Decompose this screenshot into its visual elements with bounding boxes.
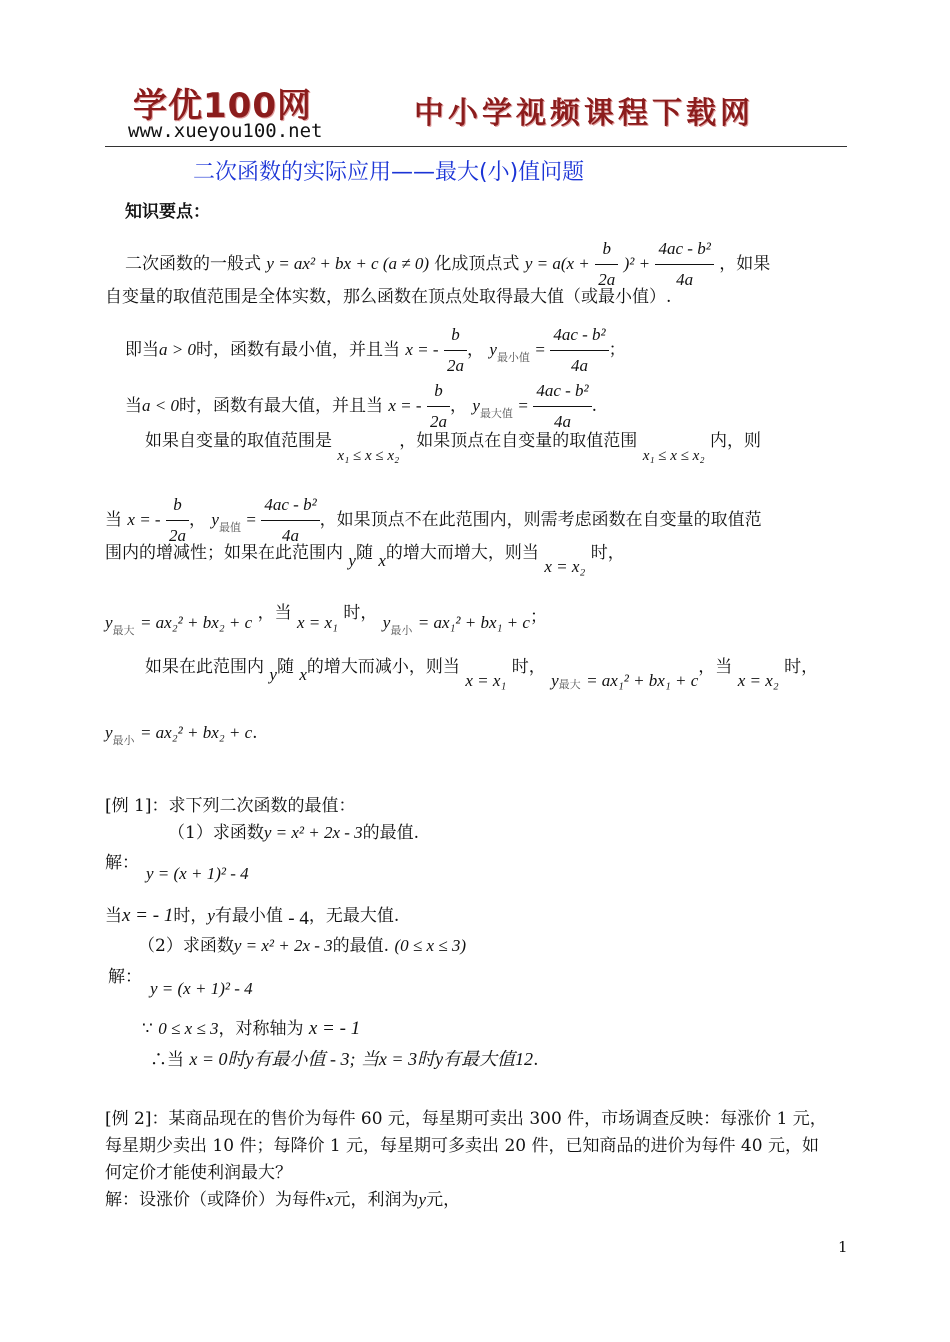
denominator: 2a [446,356,464,375]
math: = [518,396,528,415]
text: . [591,396,598,416]
math: y [207,906,215,925]
math: = [246,510,256,529]
text: ，无最大值. [308,906,400,926]
paragraph-increasing [105,540,625,580]
denominator: 2a [169,526,186,545]
denominator: 2a [429,412,447,431]
paragraph-min-case [125,322,626,379]
numerator: b [444,322,467,351]
math-max-value: = ax₁² + bx₁ + c [586,671,699,690]
text: 围内的增减性；如果在此范围内 [105,543,343,563]
subscript: 最大 [112,624,135,637]
text: 如果在此范围内 [145,657,264,677]
math: x = - [127,510,161,529]
example-1-heading: [例 1]：求下列二次函数的最值： [105,796,356,816]
paragraph-decreasing [145,654,818,698]
solution-2-vertex-form: y = (x + 1)² - 4 [150,979,253,998]
numerator: 4ac - b² [550,322,608,351]
math: x = - [388,396,422,415]
text: ； [608,340,626,360]
subscript: 最小 [390,624,413,637]
site-url[interactable]: www.xueyou100.net [128,120,323,142]
text: 元， [426,1190,461,1210]
section-label: 知识要点： [125,202,210,222]
text: 时， [173,906,208,926]
solution-label: 解： [108,967,142,987]
math: a > 0 [159,340,196,359]
text: 当 [105,906,122,926]
example-2-line-2: 每星期少卖出 10 件；每降价 1 元，每星期可多卖出 20 件，已知商品的进价为每件 40 元，如 [105,1136,819,1156]
math: y [472,396,480,415]
math-general-form: y = ax² + bx + c (a ≠ 0) [266,254,430,273]
text: ， [466,340,484,360]
math: y [551,671,559,690]
numerator: b [166,492,189,521]
math-range: x₁ ≤ x ≤ x₂ [642,448,705,464]
math: a < 0 [142,396,179,415]
text: . [252,723,258,743]
math: y = a(x + [524,254,590,273]
math: x [326,1190,334,1209]
text: 解：设涨价（或降价）为每件 [105,1190,326,1210]
math-min-value: = ax₁² + bx₁ + c [417,613,530,632]
math: y [105,613,113,632]
paragraph-increasing-values [105,600,547,644]
subscript: 最小值 [496,351,530,364]
text: ； [529,607,547,627]
denominator: 4a [282,526,300,545]
solution-2-result [150,1046,538,1073]
text: 随 [355,543,373,563]
text: 当 [105,510,122,530]
math-range: 0 ≤ x ≤ 3 [158,1019,219,1038]
text: 时， [590,543,625,563]
math: x = - [405,340,439,359]
numerator: 4ac - b² [533,378,591,407]
math: )² + [623,254,651,273]
denominator: 4a [554,412,571,431]
example-2-line-3: 何定价才能使利润最大？ [105,1163,292,1183]
text: 的增大而增大，则当 [385,543,539,563]
subscript: 最大 [558,678,581,691]
paragraph-restricted-range [145,428,761,469]
math: x = x₂ [544,557,586,576]
example-2-solution-start [105,1187,460,1213]
math: x [378,551,386,570]
numerator: b [595,236,618,265]
text: 随 [276,657,294,677]
text: 的最值. [332,936,390,956]
numerator: 4ac - b² [261,492,319,521]
example-1-question-2 [138,933,466,959]
math: y [489,340,497,359]
site-slogan: 中小学视频课程下载网 [414,96,754,131]
page-title: 二次函数的实际应用——最大(小)值问题 [193,160,585,185]
text: . [533,1050,539,1070]
fraction-vertex-y [550,322,608,379]
text: ， [449,396,467,416]
numerator: b [427,378,450,407]
math: = [535,340,545,359]
text: ，如果顶点不在此范围内，则需考虑函数在自变量的取值范 [319,510,762,530]
text: （2）求函数 [138,936,234,956]
denominator: 2a [598,270,616,289]
text: 如果自变量的取值范围是 [145,431,332,451]
math-max-value: = ax₂² + bx₂ + c [139,613,253,632]
text: ，如果顶点在自变量的取值范围 [399,431,638,451]
therefore-symbol: ∴当 [150,1050,184,1070]
math: x = x₁ [465,671,507,690]
subscript: 最小 [112,734,135,747]
math: y [211,510,219,529]
text: 时，函数有最大值，并且当 [178,396,383,416]
math-range: x₁ ≤ x ≤ x₂ [337,448,400,464]
math: x = - 1 [122,905,174,926]
math: y [269,665,277,684]
text: 二次函数的一般式 [125,254,261,274]
denominator: 4a [571,356,588,375]
fraction-vertex-y [533,378,591,435]
subscript: 最大值 [479,407,513,420]
text: 有最小值 [214,906,283,926]
math-min-value: = ax₂² + bx₂ + c [139,723,253,742]
text: ，对称轴为 [218,1019,304,1039]
header-divider [105,146,847,147]
math: - 4 [288,908,309,929]
math: y [105,723,113,742]
page-number: 1 [838,1238,848,1256]
text: ，当 [257,603,292,623]
solution-1-result [105,903,399,932]
denominator: 4a [676,270,694,289]
math: y = x² + 2x - 3 [263,823,363,842]
math: y [348,551,356,570]
solution-1-vertex-form: y = (x + 1)² - 4 [146,864,249,883]
text: 时， [343,603,378,623]
text: 元，利润为 [333,1190,419,1210]
math-min-result: x = 0时y有最小值 - 3; [189,1049,356,1069]
solution-2-axis [142,1016,360,1042]
paragraph-max-case [125,378,597,435]
paragraph-decreasing-values [105,720,258,754]
math-range: (0 ≤ x ≤ 3) [394,936,467,955]
fraction-b-over-2a [427,378,450,435]
math: x = x₂ [737,671,779,690]
solution-label: 解： [105,853,139,873]
fraction-b-over-2a [444,322,467,379]
subscript: 最值 [218,521,241,534]
text: ，当 [698,657,733,677]
math: y = x² + 2x - 3 [233,936,333,955]
numerator: 4ac - b² [655,236,713,265]
example-2-line-1: [例 2]：某商品现在的售价为每件 60 元，每星期可卖出 300 件，市场调查反映：每涨价 1 元， [105,1109,827,1129]
text: 内，则 [709,431,761,451]
text: 时， [784,657,819,677]
text: 时，函数有最小值，并且当 [195,340,400,360]
text: 化成顶点式 [434,254,520,274]
text: 的增大而减小，则当 [306,657,460,677]
math: y [418,1190,427,1209]
math: x = x₁ [296,613,338,632]
text: 当 [125,396,142,416]
text: 即当 [125,340,159,360]
math: y [382,613,391,632]
math: x [299,665,307,684]
site-logo-text: 学优100网 [133,86,312,126]
math-max-result: 当x = 3时y有最大值12 [360,1049,534,1069]
math: x = - 1 [308,1018,361,1039]
paragraph-general-form-cont: 自变量的取值范围是全体实数，那么函数在顶点处取得最大值（或最小值）. [105,287,672,307]
text: 时， [511,657,546,677]
because-symbol: ∵ [142,1019,153,1039]
text: （1）求函数 [168,823,264,843]
text: ，如果 [719,254,771,274]
text: ， [189,510,206,530]
text: 的最值. [362,823,420,843]
example-1-question-1 [168,820,419,846]
